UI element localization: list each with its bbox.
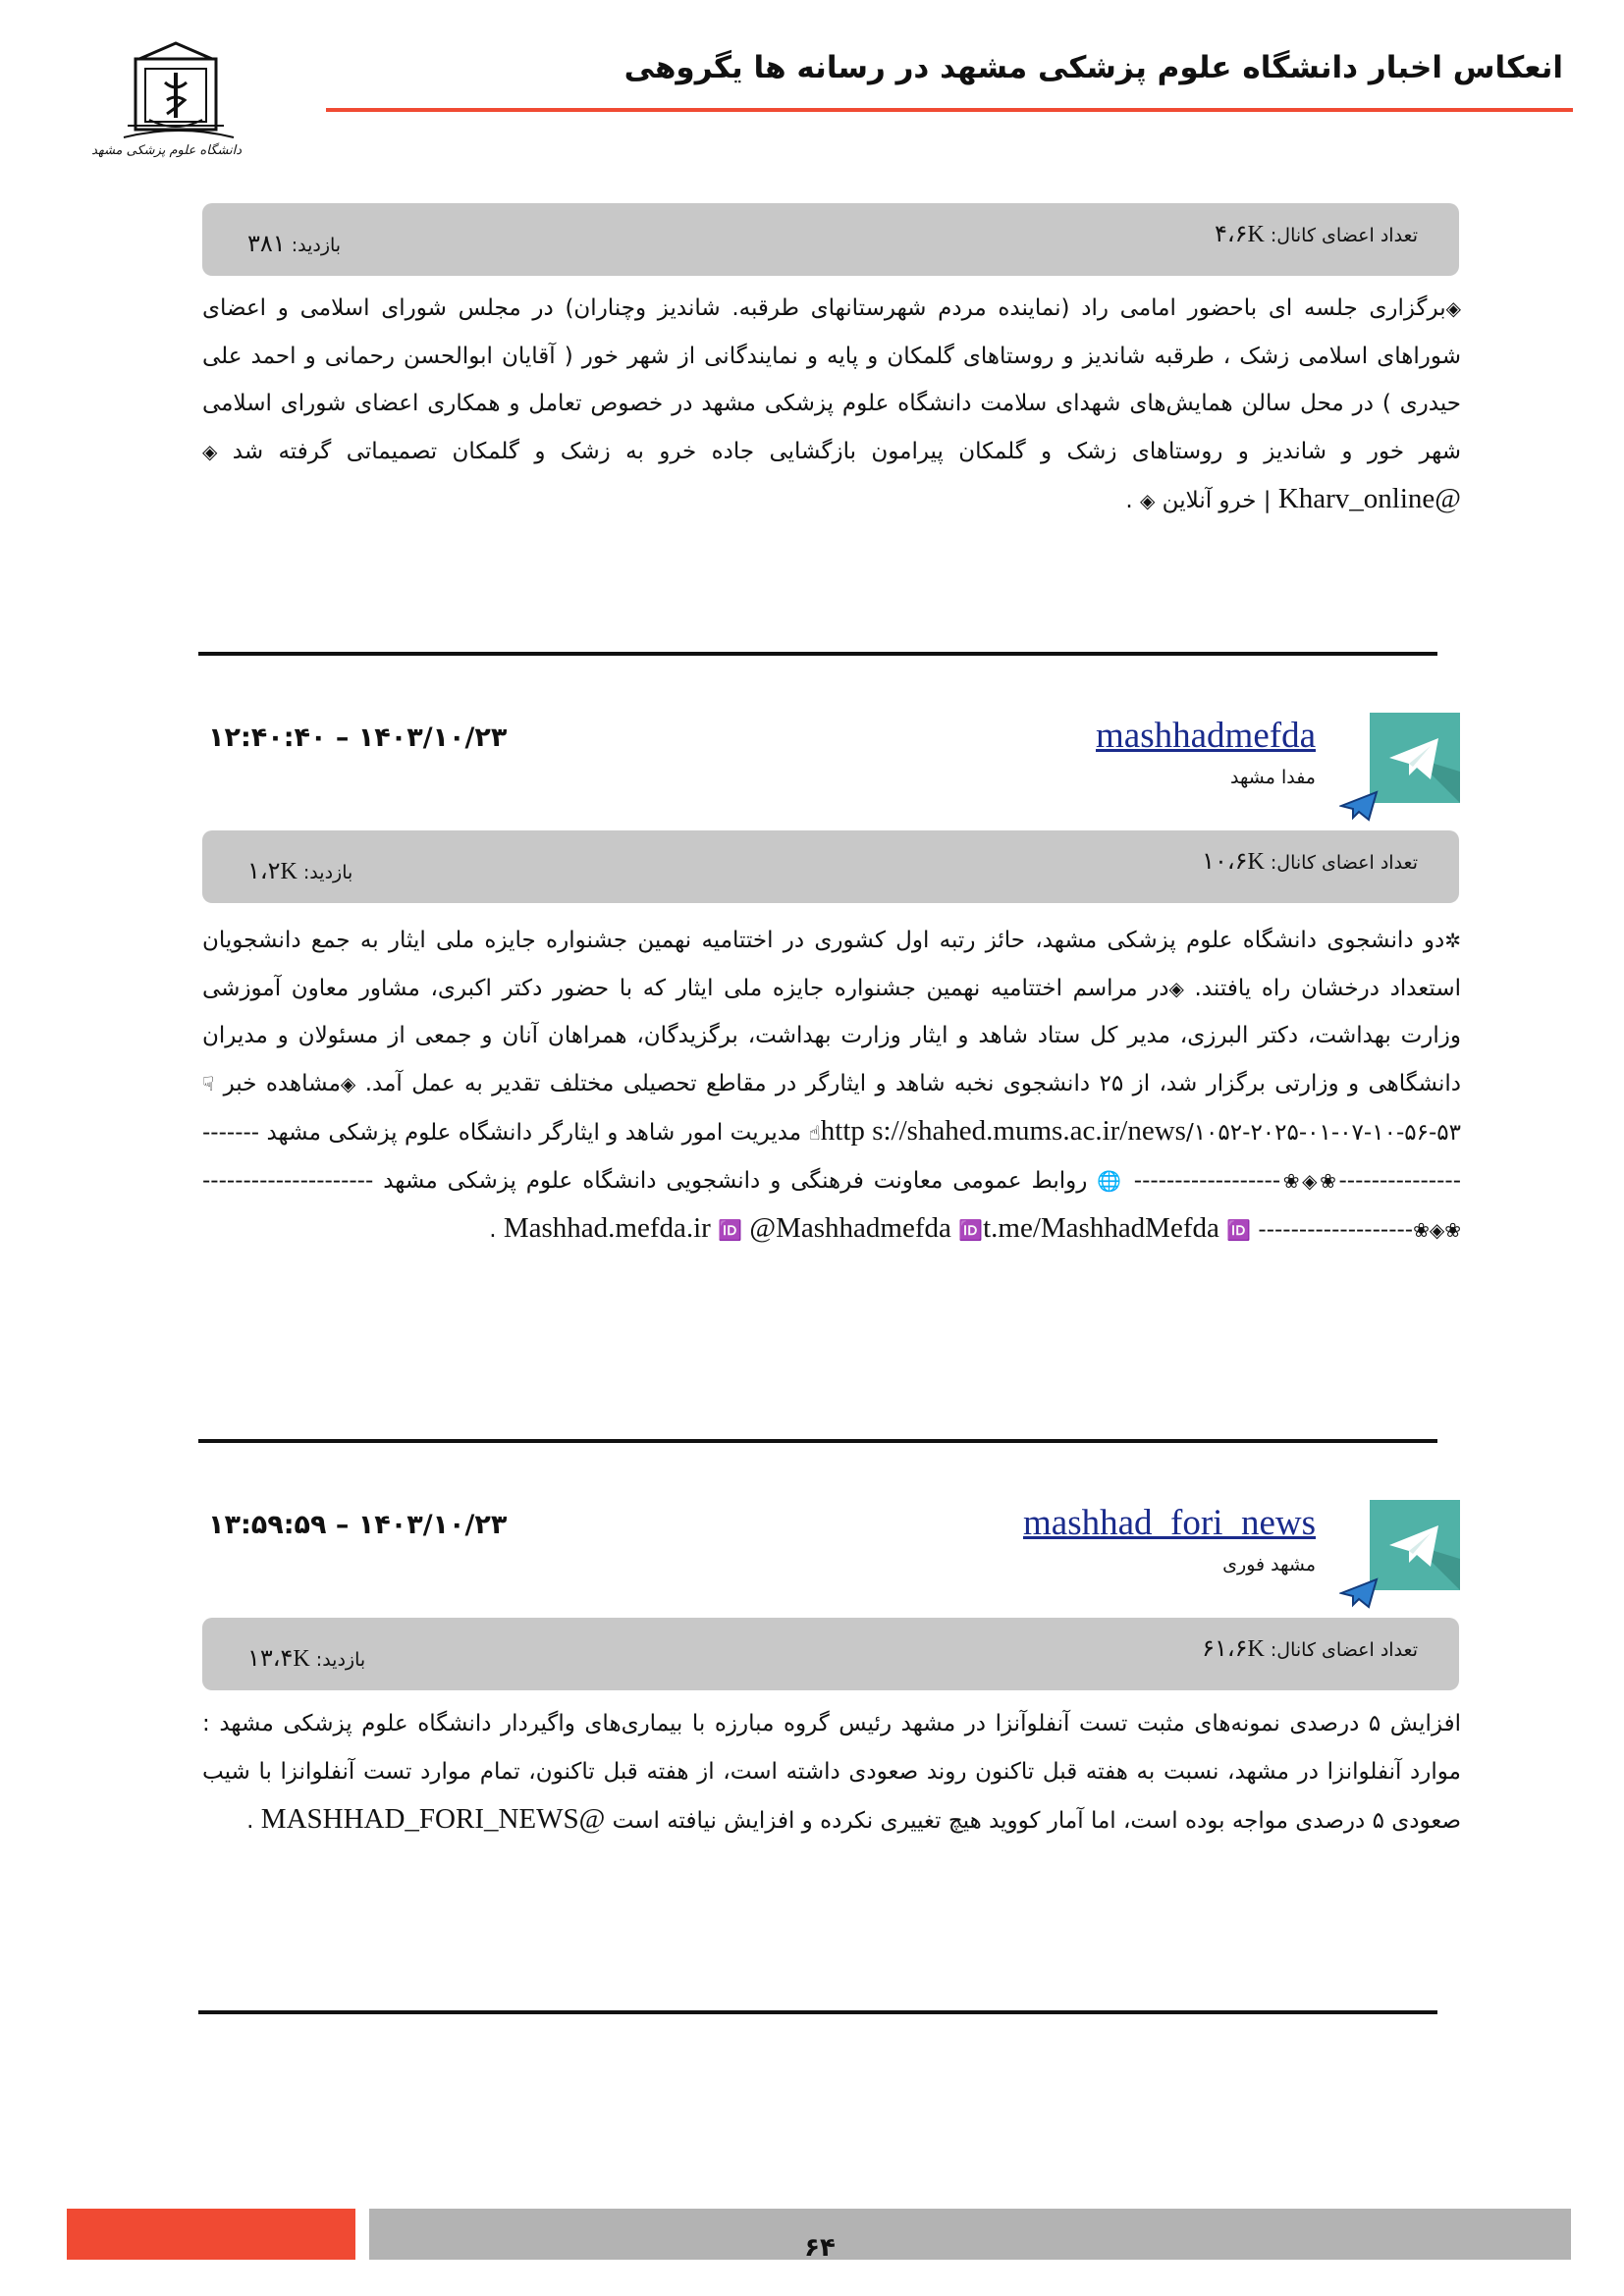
id-badge-icon: 🆔 bbox=[1226, 1218, 1252, 1242]
telegram-avatar[interactable] bbox=[1370, 1500, 1460, 1590]
telegram-avatar[interactable] bbox=[1370, 713, 1460, 803]
post-3-members bbox=[1202, 1635, 1418, 1664]
members-count: ۴،۶K bbox=[1214, 222, 1265, 247]
diamond-icon: ◈ bbox=[1139, 489, 1156, 512]
channel-name: مشهد فوری bbox=[1222, 1554, 1316, 1575]
id-badge-icon: 🆔 bbox=[958, 1218, 984, 1242]
pointing-hand-icon: ☟ bbox=[202, 1071, 215, 1095]
diamond-icon: ◈ bbox=[340, 1071, 356, 1095]
telegram-plane-icon bbox=[1339, 1575, 1379, 1611]
post-1-members bbox=[1215, 221, 1418, 249]
telegram-plane-icon bbox=[1370, 713, 1460, 803]
diamond-icon: ◈ bbox=[1168, 976, 1184, 1000]
views-count: ۳۸۱ bbox=[247, 232, 286, 257]
post-divider bbox=[198, 1439, 1437, 1443]
channel-mention[interactable]: @MASHHAD_FORI_NEWS bbox=[260, 1803, 606, 1835]
post-1-info-bar bbox=[202, 203, 1459, 276]
telegram-plane-icon bbox=[1339, 788, 1379, 824]
post-2-members bbox=[1202, 848, 1418, 877]
footer-accent-bar bbox=[67, 2209, 355, 2260]
logo-caption: دانشگاه علوم پزشکی مشهد bbox=[91, 143, 242, 158]
views-label: بازدید: bbox=[302, 862, 353, 883]
post-datetime: ۱۳:۵۹:۵۹ – ۱۴۰۳/۱۰/۲۳ bbox=[208, 1510, 508, 1540]
globe-icon: 🌐 bbox=[1097, 1168, 1124, 1193]
views-count: ۱۳،۴K bbox=[247, 1646, 310, 1672]
diamond-icon: ◈ bbox=[202, 439, 218, 463]
post-datetime: ۱۲:۴۰:۴۰ – ۱۴۰۳/۱۰/۲۳ bbox=[208, 722, 508, 753]
views-label: بازدید: bbox=[291, 235, 342, 256]
post-2-views bbox=[247, 858, 352, 886]
post-divider bbox=[198, 2010, 1437, 2014]
news-link[interactable]: http s://shahed.mums.ac.ir/news bbox=[820, 1115, 1186, 1147]
views-count: ۱،۲K bbox=[247, 859, 298, 884]
telegram-link[interactable]: t.me/MashhadMefda bbox=[983, 1212, 1219, 1244]
page-number: ۶۴ bbox=[804, 2233, 836, 2263]
channel-mention[interactable]: @Mashhadmefda bbox=[749, 1212, 951, 1244]
post-1-text: ◈برگزاری جلسه ای باحضور امامی راد (نماینده مردم شهرستانهای طرقبه. شاندیز وچناران) در مجلس شورای اسلامی و اعضای شوراهای اسلامی زشک ، طرقبه شاندیز و روستاهای گلمکان و پایه و نمایندگانی از شهر خور ( آقایان ابوالحسن رحمانی و احمد علی حیدری ) در محل سالن همایش‌های شهدای سلامت دانشگاه علوم پزشکی مشهد در خصوص تعامل و همکاری اعضای شورای اسلامی شهر خور و شاندیز و روستاهای زشک و گلمکان پیرامون بازگشایی جاده خرو به زشک و گلمکان تصمیماتی گرفته شد ◈ @Kharv_online | خرو آنلاین ◈ . bbox=[202, 295, 1462, 514]
channel-name: مفدا مشهد bbox=[1230, 767, 1316, 788]
post-2-text: ✲دو دانشجوی دانشگاه علوم پزشکی مشهد، حائز رتبه اول کشوری در اختتامیه نهمین جشنواره جایزه ملی ایثار به جمع دانشجویان استعداد درخشان راه یافتند. ◈در مراسم اختتامیه نهمین جشنواره جایزه ملی ایثار که با حضور دکتر اکبری، مشاور معاون آموزشی وزارت بهداشت، دکتر البرزی، مدیر کل ستاد شاهد و ایثار وزارت بهداشت، برگزیدگان، همراهان آنان و جمعی از مسئولان و مدیران دانشگاهی و وزارتی برگزار شد، از ۲۵ دانشجوی نخبه شاهد و ایثارگر در مقاطع تحصیلی مختلف تقدیر به عمل آمد. ◈مشاهده خبر ☟ ۵۳-۵۶-۱۰-۰۷-۰۱-۲۰۲۵-۱۰۵۲/http s://shahed.mums.ac.ir/news☝ مدیریت امور شاهد و ایثارگر دانشگاه علوم پزشکی مشهد ----------------------❀◈❀------------------ 🌐 روابط عمومی معاونت فرهنگی و دانشجویی دانشگاه علوم پزشکی مشهد ---------------------❀◈❀------------------- Mashhad.mefda.ir 🆔 @Mashhadmefda 🆔t.me/MashhadMefda 🆔 . bbox=[202, 928, 1462, 1244]
members-count: ۱۰،۶K bbox=[1202, 849, 1265, 875]
id-badge-icon: 🆔 bbox=[718, 1218, 743, 1242]
post-3-info-bar bbox=[202, 1618, 1459, 1690]
website-link[interactable]: Mashhad.mefda.ir bbox=[503, 1212, 711, 1244]
channel-handle-link[interactable]: mashhadmefda bbox=[1096, 716, 1316, 756]
members-count: ۶۱،۶K bbox=[1202, 1636, 1265, 1662]
members-label: تعداد اعضای کانال: bbox=[1270, 225, 1418, 246]
post-2-info-bar bbox=[202, 830, 1459, 903]
post-1-views bbox=[247, 231, 341, 259]
post-divider bbox=[198, 652, 1437, 656]
report-title: انعکاس اخبار دانشگاه علوم پزشکی مشهد در رسانه ها یگروهی bbox=[623, 50, 1563, 85]
header-accent-line bbox=[326, 108, 1573, 112]
diamond-icon: ◈ bbox=[1445, 296, 1461, 320]
pointing-hand-icon: ☝ bbox=[808, 1121, 821, 1145]
channel-mention[interactable]: @Kharv_online bbox=[1277, 483, 1461, 514]
members-label: تعداد اعضای کانال: bbox=[1270, 852, 1418, 874]
telegram-plane-icon bbox=[1370, 1500, 1460, 1590]
post-3-views bbox=[247, 1645, 365, 1674]
members-label: تعداد اعضای کانال: bbox=[1270, 1639, 1418, 1661]
sparkle-icon: ✲ bbox=[1444, 929, 1461, 952]
footer-bar bbox=[369, 2209, 1571, 2260]
university-logo bbox=[91, 39, 245, 167]
channel-handle-link[interactable]: mashhad_fori_news bbox=[1023, 1503, 1316, 1543]
post-3-text: افزایش ۵ درصدی نمونه‌های مثبت تست آنفلوآنزا در مشهد رئیس گروه مبارزه با بیماری‌های واگیردار دانشگاه علوم پزشکی مشهد : موارد آنفلوانزا در مشهد، نسبت به هفته قبل تاکنون روند صعودی داشته است، از هفته قبل تاکنون، تمام موارد تست آنفلوانزا با شیب صعودی ۵ درصدی مواجه بوده است، اما آمار کووید هیچ تغییری نکرده و افزایش نیافته است @MASHHAD_FORI_NEWS . bbox=[202, 1711, 1462, 1835]
views-label: بازدید: bbox=[315, 1649, 366, 1671]
